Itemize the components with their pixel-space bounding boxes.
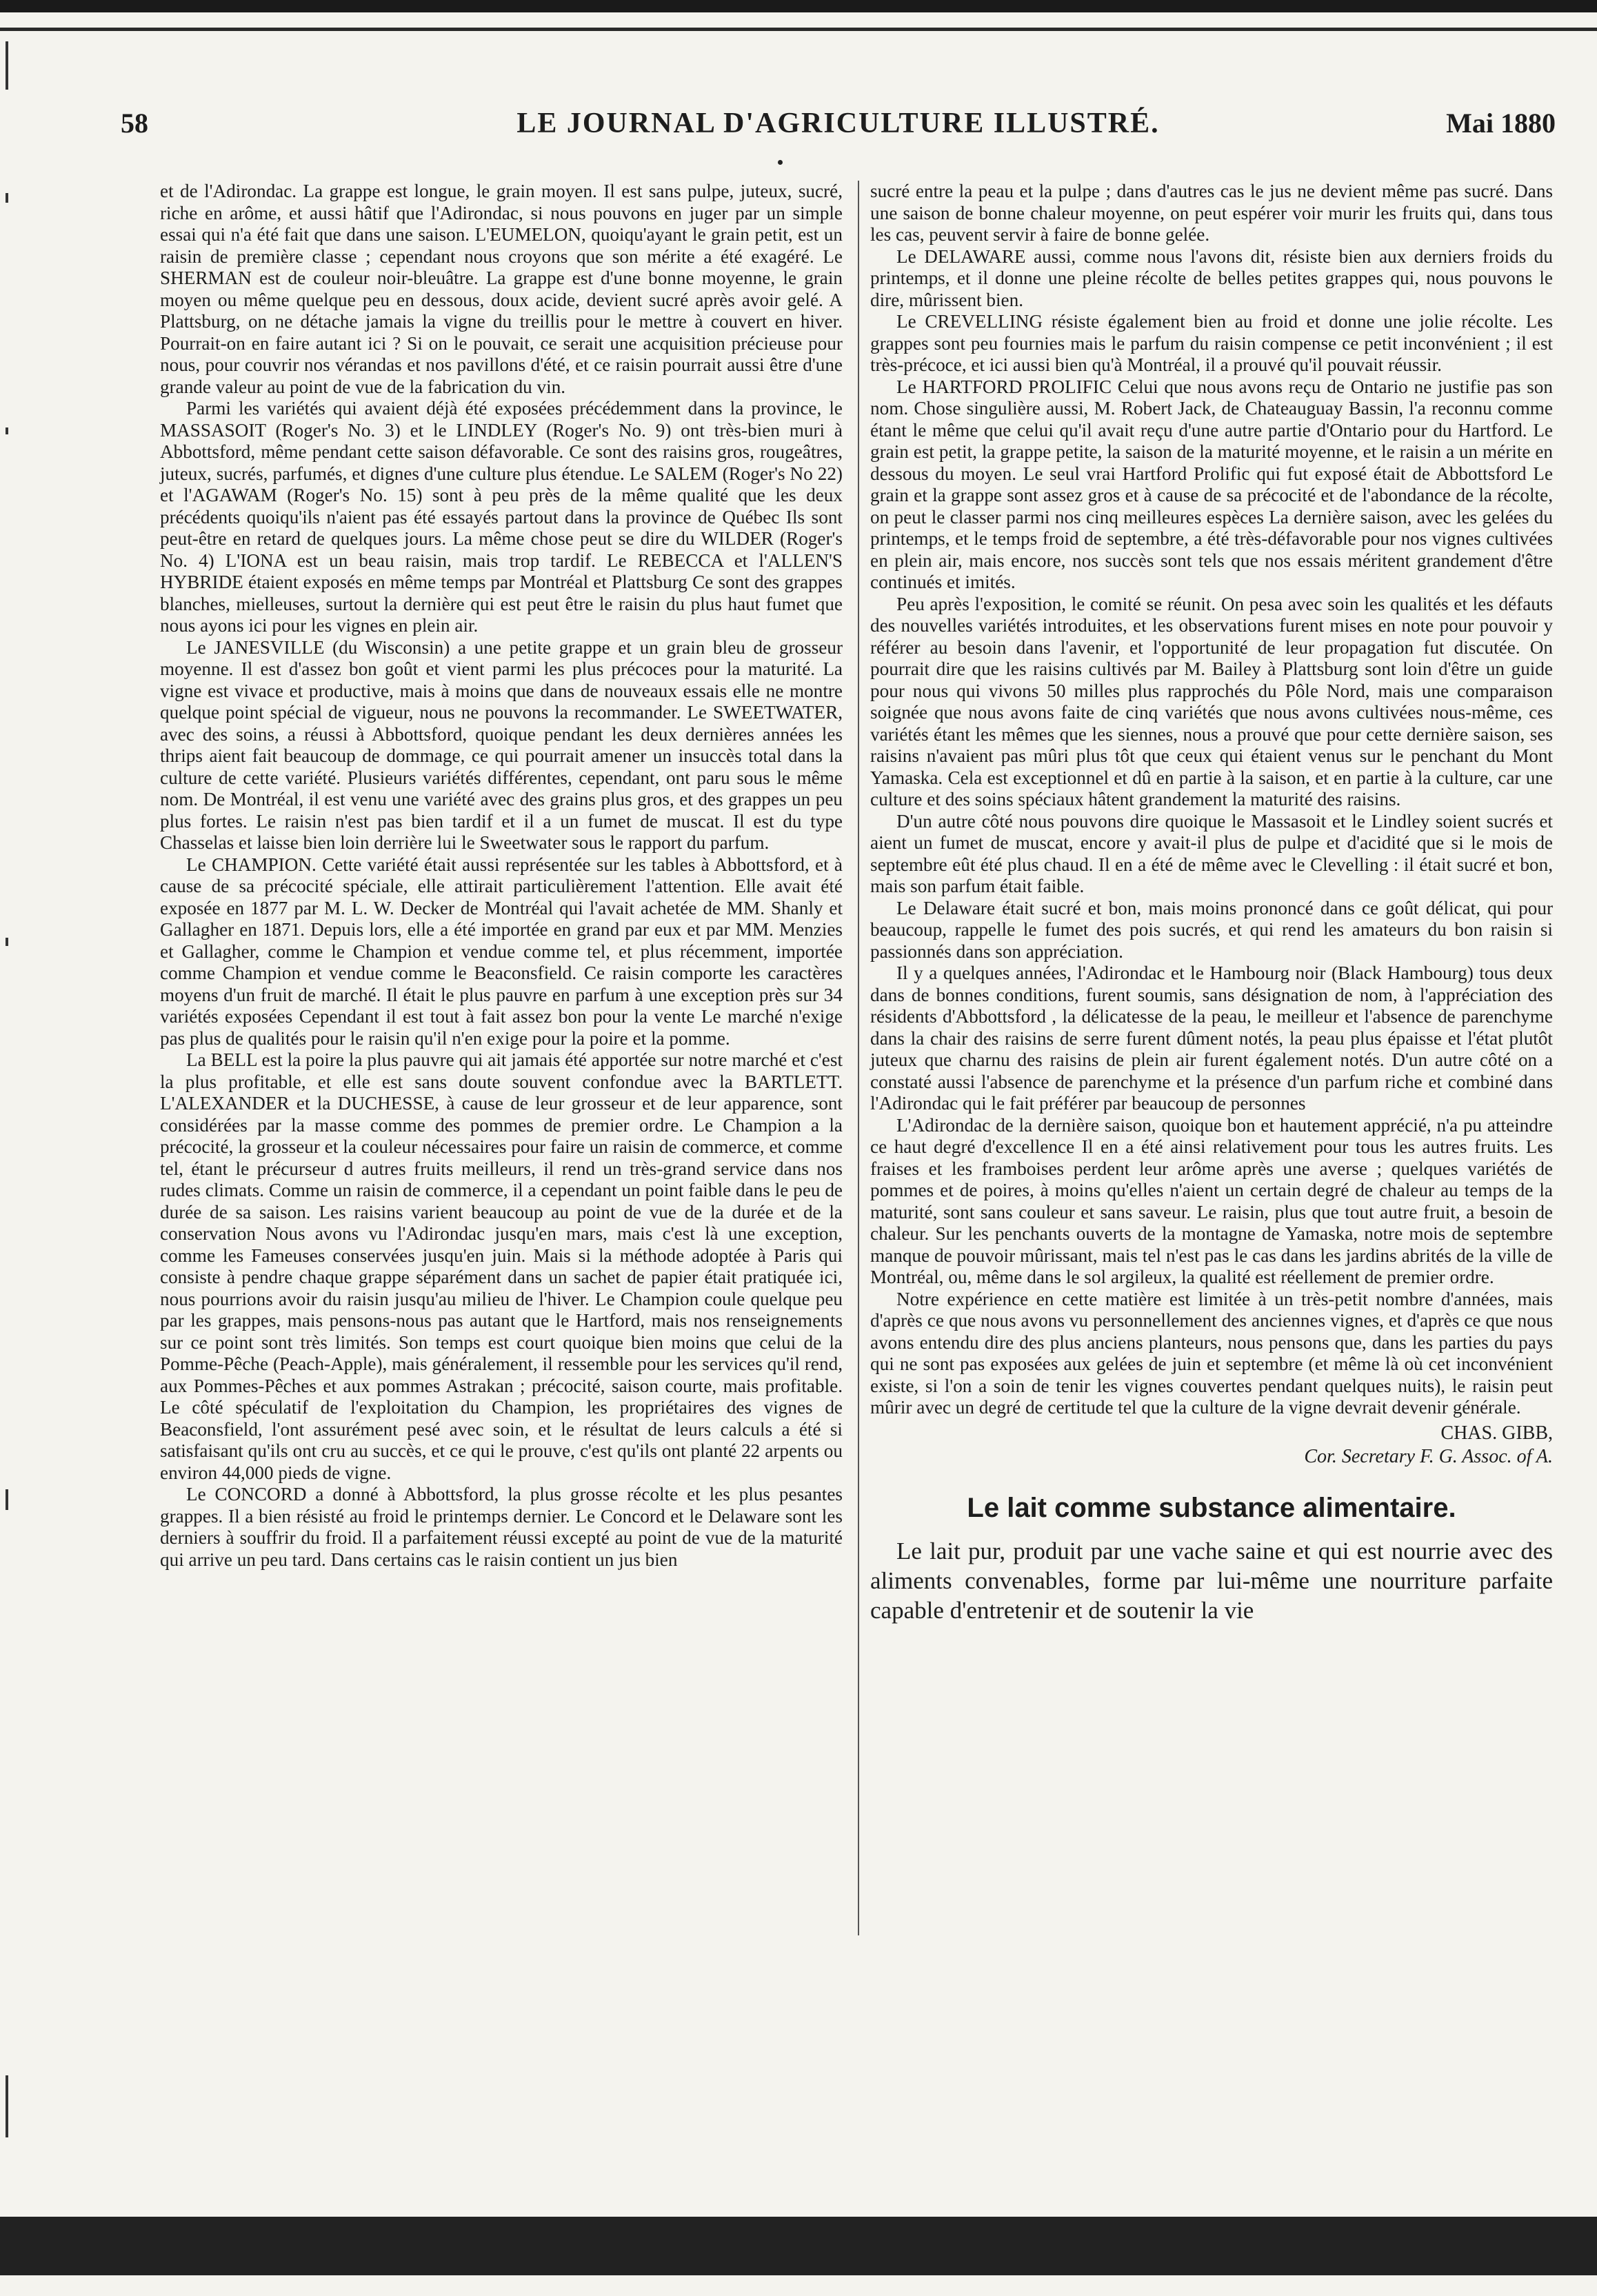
paragraph: Il y a quelques années, l'Adirondac et le Hambourg noir (Black Hambourg) tous deux dans de bonnes conditions, furent soumis, sans désignation de nom, à l'appréciation des résidents d'Abbottsford , la délicatesse de la peau, le meilleur et l'absence de parenchyme dans la chair des raisins de serre furent dûment notés, la peau plus épaisse et l'état plutôt juteux que charnu des raisins de plein air furent également notés. D'un autre côté on a constaté aussi l'absence de parenchyme et la présence d'un parfum riche et combiné dans l'Adirondac qui le fait préférer par beaucoup de personnes bbox=[870, 963, 1553, 1114]
paragraph: D'un autre côté nous pouvons dire quoique le Massasoit et le Lindley soient sucrés et aient un fumet de muscat, encore y avait-il plus de pulpe et d'acidité que si le mois de septembre eût été plus chaud. Il en a été de même avec le Clevelling : il était sucré et bon, mais son parfum était faible. bbox=[870, 810, 1553, 896]
article-title: Le lait comme substance alimentaire. bbox=[967, 1492, 1456, 1523]
paragraph: L'Adirondac de la dernière saison, quoique bon et hautement apprécié, n'a pu atteindre ce haut degré d'excellence Il en a été ainsi relativement pour tous les autres fruits. Les fraises et les framboises perdent leur arôme après une averse ; quelques variétés de pommes et de poires, à moins qu'elles n'aient un certain degré de chaleur au temps de la maturité, sont sans couleur et sans saveur. Le raisin, plus que tout autre fruit, a besoin de chaleur. Sur les penchants ouverts de la montagne de Yamaska, notre mois de septembre manque de pouvoir mûrissant, mais tel n'est pas le cas dans les jardins abrités de la ville de Montréal, ou, même dans le sol argileux, la qualité est réellement de premier ordre. bbox=[870, 1114, 1553, 1287]
paragraph: sucré entre la peau et la pulpe ; dans d'autres cas le jus ne devient même pas sucré. Dans une saison de bonne chaleur moyenne, on peut espérer voir murir les fruits qui, dans tous les cas, peuvent servir à faire de bonne gelée. bbox=[870, 181, 1553, 245]
paragraph: Notre expérience en cette matière est limitée à un très-petit nombre d'années, mais d'après ce que nous avons vu personnellement des anciennes vignes, et d'après ce que nous avons entendu dire des plus anciens planteurs, nous pensons que, dans les parties du pays qui ne sont pas exposées aux gelées de juin et septembre (et même là où cet inconvénient existe, si l'on a soin de tenir les vignes couvertes pendant quelques nuits), le raisin peut mûrir avec un degré de certitude tel que la culture de la vigne devrait devenir générale. bbox=[870, 1288, 1553, 1418]
header-ornament-dot bbox=[778, 160, 783, 165]
page-number: 58 bbox=[121, 108, 148, 139]
issue-date: Mai 1880 bbox=[1446, 108, 1556, 139]
journal-title: LE JOURNAL D'AGRICULTURE ILLUSTRÉ. bbox=[516, 108, 1160, 139]
paragraph: Le JANESVILLE (du Wisconsin) a une petite grappe et un grain bleu de grosseur moyenne. Il est d'assez bon goût et vient parmi les plus précoces pour la maturité. La vigne est vivace et productive, mais à moins que dans de nouveaux essais elle ne montre quelque point spécial de vigueur, nous ne pouvons la recommander. Le SWEETWATER, avec des soins, a réussi à Abbottsford, quoique pendant les deux dernières années les thrips aient fait beaucoup de dommage, ce qui pourrait amener un insuccès total dans la culture de cette variété. Plusieurs variétés différentes, cependant, ont paru sous le même nom. De Montréal, il est venu une variété avec des grains plus gros, et des grappes un peu plus fortes. Le raisin n'est pas bien tardif et il a un fumet de muscat. Il est du type Chasselas et laisse bien loin derrière lui le Sweetwater sous le rapport du parfum. bbox=[160, 636, 843, 853]
signature-name: CHAS. GIBB, bbox=[1440, 1422, 1553, 1444]
paragraph: Le DELAWARE aussi, comme nous l'avons dit, résiste bien aux derniers froids du printemps, et il donne une pleine récolte de belles petites grappes qui, nous pouvons le dire, mûrissent bien. bbox=[870, 245, 1553, 310]
scan-edge-marks bbox=[0, 41, 21, 2213]
page-header bbox=[121, 107, 1556, 148]
bottom-border-rule bbox=[0, 2217, 1597, 2275]
top-border-rule bbox=[0, 0, 1597, 12]
paragraph: et de l'Adirondac. La grappe est longue, le grain moyen. Il est sans pulpe, juteux, sucré, riche en arôme, et aussi hâtif que l'Adirondac, si nous pouvons en juger par un simple essai qui n'a été fait que dans une saison. L'EUMELON, quoiqu'ayant le grain petit, est un raisin de première classe ; cependant nous croyons que son mérite a été exagéré. Le SHERMAN est de couleur noir-bleuâtre. La grappe est d'une bonne moyenne, le grain moyen ou même quelque peu en dessous, doux acide, devient sucré après avoir gelé. A Plattsburg, on ne détache jamais la vigne du treillis pour le mettre à couvert en hiver. Pourrait-on en faire autant ici ? Si on le pouvait, ce serait une acquisition précieuse pour nous, pour couvrir nos vérandas et nos pavillons d'été, et ce raisin pourrait aussi être d'une grande valeur au point de vue de la fabrication du vin. bbox=[160, 181, 843, 397]
paragraph: Peu après l'exposition, le comité se réunit. On pesa avec soin les qualités et les défauts des nouvelles variétés introduites, et les observations furent mises en note pour pouvoir y référer au besoin dans l'avenir, et l'opportunité de leur propagation fut discutée. On pourrait dire que les raisins cultivés par M. Bailey à Plattsburg sont loin d'être un guide pour nous qui vivons 50 milles plus rapprochés du Pôle Nord, mais une comparaison soignée que nous avons faite de cinq variétés que nous avons cultivées nous-même, ces variétés étant les mêmes que les siennes, nous a prouvé que pour cette dernière saison, ses raisins n'avaient pas mûri plus tôt que ceux qui étaient venus sur le penchant du Mont Yamaska. Cela est exceptionnel et dû en partie à la saison, et en partie à la culture, car une culture et des soins spéciaux hâtent grandement la maturité des raisins. bbox=[870, 593, 1553, 809]
column-divider bbox=[858, 181, 859, 1935]
paragraph: Le HARTFORD PROLIFIC Celui que nous avons reçu de Ontario ne justifie pas son nom. Chose singulière aussi, M. Robert Jack, de Chateauguay Bassin, l'a reconnu comme étant le même que celui qu'il avait reçu d'une autre partie d'Ontario pour du Hartford. Le grain est petit, la grappe petite, la saison de la maturité moyenne, et le raisin a un mérite en dessous du moyen. Le seul vrai Hartford Prolific qui fut exposé était de Abbottsford Le grain et la grappe sont assez gros et à cause de sa précocité et de l'abondance de la récolte, on peut le classer parmi nos cinq meilleures espèces La dernière saison, avec les gelées du printemps, et le temps froid de septembre, a été très-défavorable pour nos vignes cultivées en plein air, mais encore, nos succès sont tels que nos essais méritent grandement d'être continués et imités. bbox=[870, 376, 1553, 592]
signature bbox=[870, 1422, 1553, 1469]
paragraph: La BELL est la poire la plus pauvre qui ait jamais été apportée sur notre marché et c'est la plus profitable, et elle est sans doute souvent confondue avec la BARTLETT. L'ALEXANDER et la DUCHESSE, à cause de leur grosseur et de leur apparence, sont considérées par la masse comme des pommes de premier ordre. Le Champion a la précocité, la grosseur et la couleur nécessaires pour faire un raisin de commerce, et comme tel, étant le précurseur d autres fruits meilleurs, il rend un très-grand service dans nos rudes climats. Comme un raisin de commerce, il a cependant un point faible dans le peu de durée de sa saison. Les raisins varient beaucoup au point de vue de la durée et de la conservation Nous avons vu l'Adirondac jusqu'en mars, mais c'est là une exception, comme les Fameuses conservées jusqu'en juin. Mais si la méthode adoptée à Paris qui consiste à pendre chaque grappe séparément dans un sachet de papier était pratiquée ici, nous pourrions avoir du raisin jusqu'au milieu de l'hiver. Le Champion coule quelque peu par les grappes, mais pensons-nous pas autant que le Hartford, mais nos renseignements sur ce point sont très limités. Son temps est court quoique bien moins que celui de la Pomme-Pêche (Peach-Apple), mais généralement, il ressemble pour les services qu'il rend, aux Pommes-Pêches et aux pommes Astrakan ; précocité, saison courte, mais profitable. Le côté spéculatif de l'exploitation du Champion, les propriétaires des vignes de Beaconsfield, l'ont assurément pesé avec soin, et le résultat de leurs calculs a été si satisfaisant qu'ils ont cru au succès, et ce qui le prouve, c'est qu'ils ont planté 22 arpents ou environ 44,000 pieds de vigne. bbox=[160, 1049, 843, 1483]
paragraph: Le CREVELLING résiste également bien au froid et donne une jolie récolte. Les grappes sont peu fournies mais le parfum du raisin compense ce petit inconvénient ; il est très-précoce, et ici aussi bien qu'à Montréal, il a prouvé qu'il pouvait réussir. bbox=[870, 311, 1553, 375]
scan-smudge bbox=[1221, 2255, 1230, 2262]
right-column bbox=[870, 181, 1553, 1625]
paragraph: Le CHAMPION. Cette variété était aussi représentée sur les tables à Abbottsford, et à cause de sa précocité spéciale, elle attirait particulièrement l'attention. Elle avait été exposée en 1877 par M. L. W. Decker de Montréal qui l'avait achetée de MM. Shanly et Gallagher en 1871. Depuis lors, elle a été importée en grand par eux et par MM. Menzies et Gallagher, comme le Champion et vendue comme tel, et plus récemment, importée comme Champion et vendue comme le Beaconsfield. Ce raisin comporte les caractères moyens d'un fruit de marché. Il était le plus pauvre en parfum à une exception près sur 34 variétés exposées Cependant il est tout à fait assez bon pour la vente Le marché n'exige pas plus de qualités pour le raisin qu'il n'en exige pour la poire et la pomme. bbox=[160, 854, 843, 1049]
paragraph: Le CONCORD a donné à Abbottsford, la plus grosse récolte et les plus pesantes grappes. Il a bien résisté au froid le printemps dernier. Le Concord et le Delaware sont les derniers à souffrir du froid. Il a parfaitement réussi excepté au point de vue de la maturité qui arrive un peu tard. Dans certains cas le raisin contient un jus bien bbox=[160, 1484, 843, 1570]
article-opening: Le lait pur, produit par une vache saine et qui est nourrie avec des aliments convenables, forme par lui-même une nourriture parfaite capable d'entretenir et de soutenir la vie bbox=[870, 1537, 1553, 1624]
paragraph: Parmi les variétés qui avaient déjà été exposées précédemment dans la province, le MASSASOIT (Roger's No. 3) et le LINDLEY (Roger's No. 9) ont très-bien muri à Abbottsford, même pendant cette saison défavorable. Ce sont des raisins gros, rougeâtres, juteux, sucrés, parfumés, et dignes d'une culture plus étendue. Le SALEM (Roger's No 22) et l'AGAWAM (Roger's No. 15) sont à peu près de la même qualité que les deux précédents quoiqu'ils n'aient pas été essayés partout dans la province de Québec Ils sont peut-être en retard de quelques jours. La même chose peut se dire du WILDER (Roger's No. 4) L'IONA est un beau raisin, mais trop tardif. Le REBECCA et l'ALLEN'S HYBRIDE étaient exposés en même temps par Montréal et Plattsburg Ce sont des grappes blanches, mielleuses, surtout la dernière qui est peut être le raisin du plus haut fumet que nous ayons ici pour les vignes en plein air. bbox=[160, 398, 843, 636]
signature-title: Cor. Secretary F. G. Assoc. of A. bbox=[1304, 1445, 1553, 1467]
paragraph: Le Delaware était sucré et bon, mais moins prononcé dans ce goût délicat, qui pour beaucoup, rappelle le fumet des pois sucrés, et qui rend les amateurs du bon raisin si passionnés dans son appréciation. bbox=[870, 897, 1553, 962]
top-border-rule-thin bbox=[0, 28, 1597, 31]
left-column bbox=[160, 181, 843, 1571]
